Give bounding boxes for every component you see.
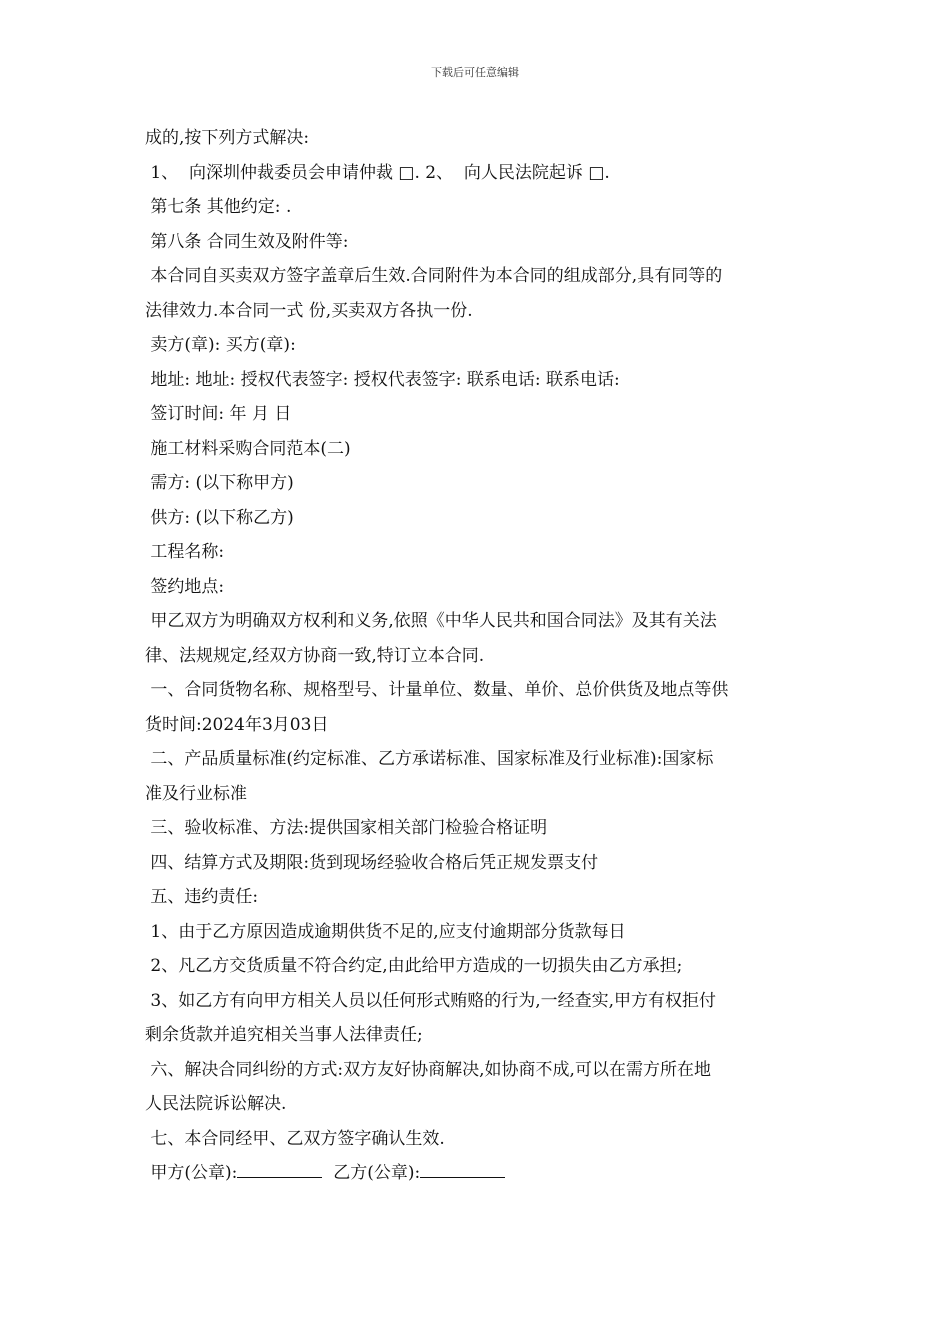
party-a-signature-blank xyxy=(237,1176,322,1178)
text-line: 供方: (以下称乙方) xyxy=(145,507,294,528)
text-line: 签约地点: xyxy=(145,576,225,597)
text-line: 人民法院诉讼解决. xyxy=(145,1094,287,1114)
text-line: 需方: (以下称甲方) xyxy=(145,473,294,493)
text-line: 第七条 其他约定: . xyxy=(145,197,292,217)
text-line: 二、产品质量标准(约定标准、乙方承诺标准、国家标准及行业标准):国家标 xyxy=(145,749,714,769)
text-line: 施工材料采购合同范本(二) xyxy=(145,438,351,459)
text-line: 地址: 地址: 授权代表签字: 授权代表签字: 联系电话: 联系电话: xyxy=(145,369,620,390)
party-a-seal-label: 甲方(公章): xyxy=(145,1163,238,1183)
text-line: 法律效力.本合同一式 份,买卖双方各执一份. xyxy=(145,300,473,321)
text-line: 六、解决合同纠纷的方式:双方友好协商解决,如协商不成,可以在需方所在地 xyxy=(145,1059,711,1080)
text-line: 一、合同货物名称、规格型号、计量单位、数量、单价、总价供货及地点等供 xyxy=(145,680,729,700)
text-line: 五、违约责任: xyxy=(145,887,259,907)
party-b-signature-blank xyxy=(420,1176,505,1178)
page-header: 下载后可任意编辑 xyxy=(431,66,519,79)
text-line: 2、凡乙方交货质量不符合约定,由此给甲方造成的一切损失由乙方承担; xyxy=(145,956,683,976)
text-line: 卖方(章): 买方(章): xyxy=(145,335,296,355)
party-b-seal-label: 乙方(公章): xyxy=(333,1163,421,1183)
text-line: 1、由于乙方原因造成逾期供货不足的,应支付逾期部分货款每日 xyxy=(145,921,626,942)
text-line: 甲乙双方为明确双方权利和义务,依照《中华人民共和国合同法》及其有关法 xyxy=(145,611,717,631)
text-line: 1、 向深圳仲裁委员会申请仲裁 □. 2、 向人民法院起诉 □. xyxy=(145,162,610,183)
signature-line xyxy=(145,1156,810,1191)
text-line: 第八条 合同生效及附件等: xyxy=(145,231,349,252)
text-line: 准及行业标准 xyxy=(145,783,247,804)
text-line: 成的,按下列方式解决: xyxy=(145,128,310,148)
text-line: 剩余货款并追究相关当事人法律责任; xyxy=(145,1025,423,1045)
text-line: 本合同自买卖双方签字盖章后生效.合同附件为本合同的组成部分,具有同等的 xyxy=(145,266,723,286)
text-line: 律、法规规定,经双方协商一致,特订立本合同. xyxy=(145,645,485,666)
text-line: 3、如乙方有向甲方相关人员以任何形式贿赂的行为,一经查实,甲方有权拒付 xyxy=(145,990,717,1011)
text-line: 七、本合同经甲、乙双方签字确认生效. xyxy=(145,1128,445,1149)
text-line: 三、验收标准、方法:提供国家相关部门检验合格证明 xyxy=(145,818,548,838)
contract-body xyxy=(145,121,810,1191)
text-line: 签订时间: 年 月 日 xyxy=(145,404,292,424)
text-line: 工程名称: xyxy=(145,542,225,562)
text-line: 四、结算方式及期限:货到现场经验收合格后凭正规发票支付 xyxy=(145,852,599,873)
text-line: 货时间:2024年3月03日 xyxy=(145,714,329,735)
